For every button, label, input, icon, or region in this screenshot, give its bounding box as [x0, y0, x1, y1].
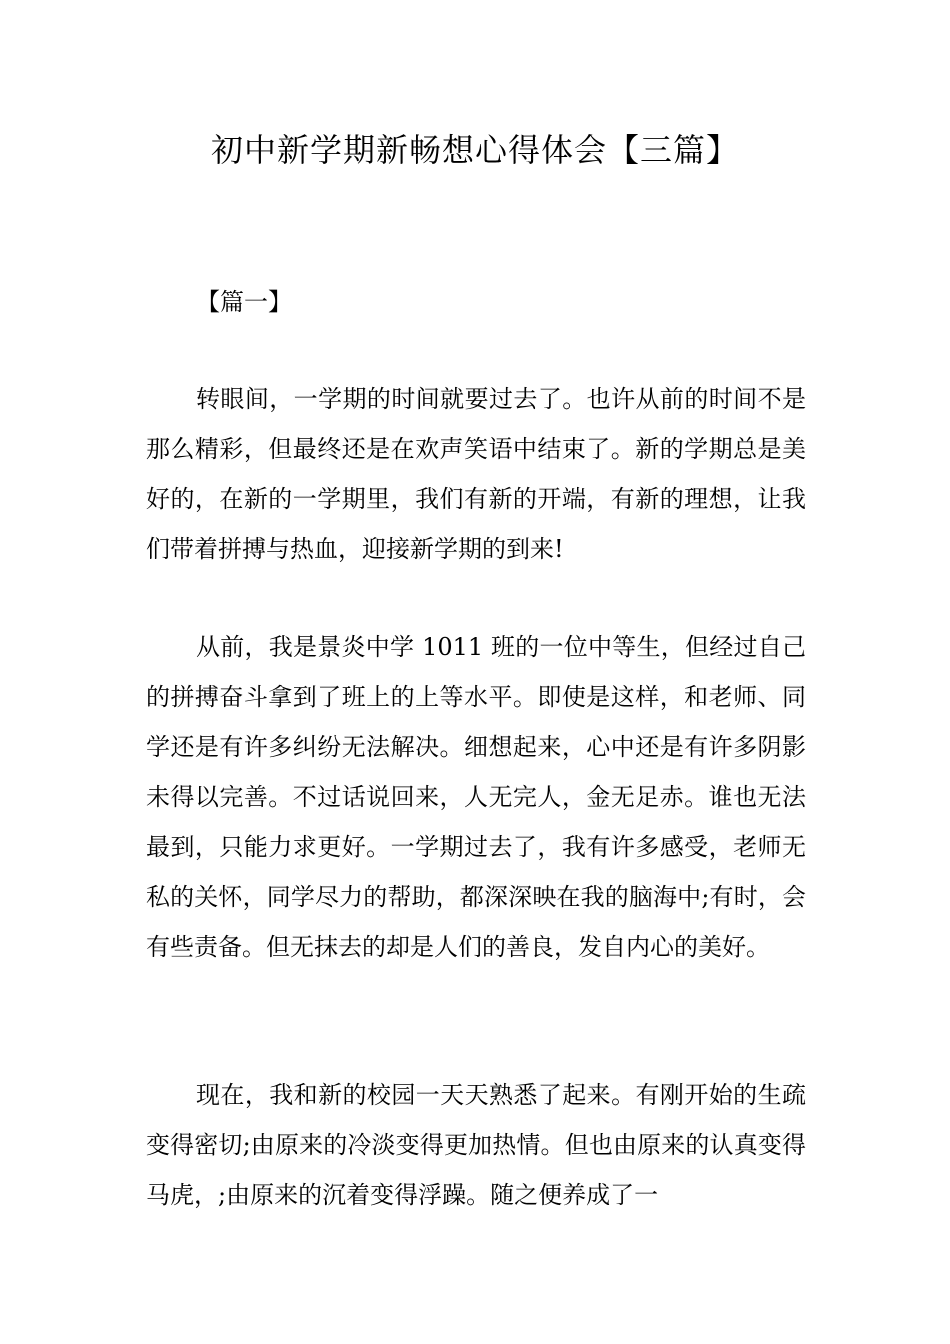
paragraph-3: 现在，我和新的校园一天天熟悉了起来。有刚开始的生疏变得密切;由原来的冷淡变得更加热情。但也由原来的认真变得马虎，;由原来的沉着变得浮躁。随之便养成了一 — [146, 1081, 806, 1209]
paragraph-1: 转眼间，一学期的时间就要过去了。也许从前的时间不是那么精彩，但最终还是在欢声笑语中结束了。新的学期总是美好的，在新的一学期里，我们有新的开端，有新的理想，让我们带着拼搏与热血，迎接新学期的到来! — [146, 385, 806, 563]
paragraph-2: 从前，我是景炎中学 1011 班的一位中等生，但经过自己的拼搏奋斗拿到了班上的上等水平。即使是这样，和老师、同学还是有许多纠纷无法解决。细想起来，心中还是有许多阴影未得以完善。不过话说回来，人无完人，金无足赤。谁也无法最到，只能力求更好。一学期过去了，我有许多感受，老师无私的关怀，同学尽力的帮助，都深深映在我的脑海中;有时，会有些责备。但无抹去的却是人们的善良，发自内心的美好。 — [146, 633, 806, 961]
section-label: 【篇一】 — [196, 288, 292, 316]
document-title: 初中新学期新畅想心得体会【三篇】 — [210, 131, 739, 169]
